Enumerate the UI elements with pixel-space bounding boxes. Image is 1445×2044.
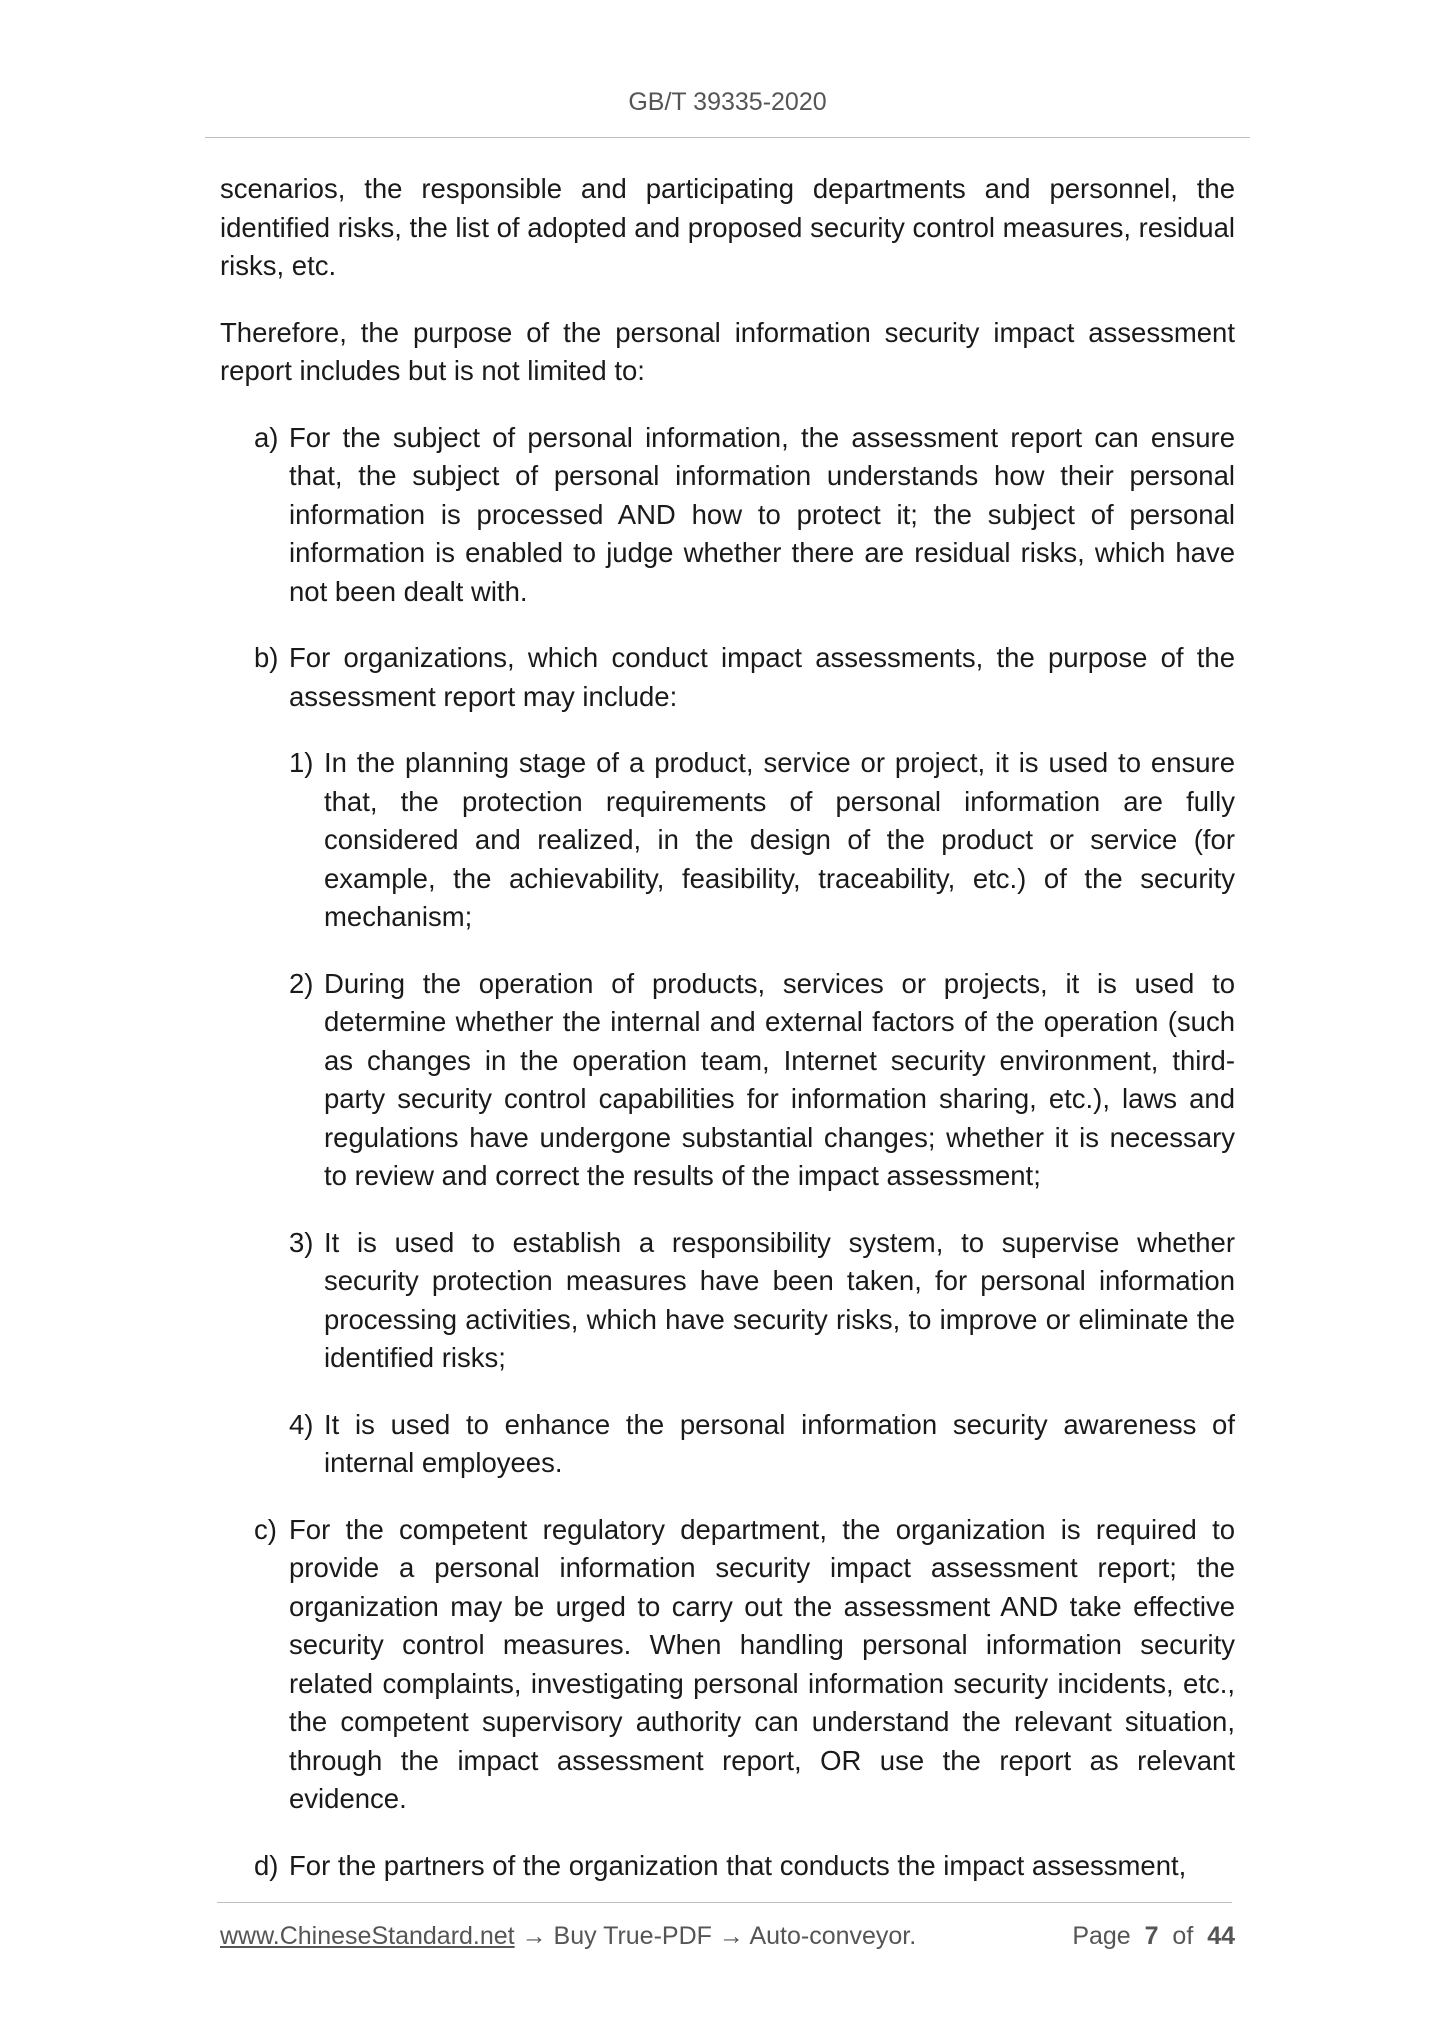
list-item-b — [220, 639, 1235, 716]
list-marker: 2) — [289, 967, 314, 999]
arrow-right-icon: → — [521, 1922, 547, 1950]
sub-item-4 — [220, 1406, 1235, 1483]
sub-item-1 — [220, 744, 1235, 937]
list-item-d — [220, 1847, 1235, 1886]
list-marker: b) — [254, 642, 279, 673]
footer-links — [220, 1922, 916, 1951]
list-item-text: For the competent regulatory department, the organization is required to provide a personal information security impact assessment report; the organization may be urged to carry out the assessment AND take effective security control measures. When handling personal information security related complaints, investigating personal information security incidents, etc., the competent supervisory authority can understand the relevant situation, through the impact assessment report, OR use the report as relevant evidence. — [289, 1513, 1235, 1814]
paragraph-intro: Therefore, the purpose of the personal information security impact assessment report includes but is not limited to: — [220, 316, 1235, 386]
document-code: GB/T 39335-2020 — [628, 88, 827, 116]
list-marker: a) — [254, 421, 279, 453]
header-divider — [205, 137, 1250, 138]
list-item-text: For the partners of the organization that conducts the impact assessment, — [289, 1849, 1187, 1881]
of-label: of — [1172, 1922, 1194, 1950]
page-footer — [220, 1922, 1235, 1956]
sub-item-3 — [220, 1224, 1235, 1378]
list-marker: 1) — [289, 747, 314, 778]
document-body — [220, 170, 1235, 1885]
list-marker: 4) — [289, 1408, 314, 1440]
list-marker: 3) — [289, 1226, 314, 1258]
list-item-text: In the planning stage of a product, service or project, it is used to ensure that, the protection requirements of personal information are fully considered and realized, in the design of the product or service (for example, the achievability, feasibility, traceability, etc.) of the security mechanism; — [324, 747, 1235, 932]
auto-conveyor-text: Auto-conveyor. — [749, 1922, 917, 1950]
website-link[interactable]: www.ChineseStandard.net — [220, 1922, 515, 1950]
total-pages: 44 — [1207, 1922, 1235, 1950]
list-item-c — [220, 1511, 1235, 1819]
page-counter — [1072, 1922, 1235, 1951]
page-label: Page — [1072, 1922, 1131, 1950]
list-marker: c) — [254, 1513, 277, 1545]
list-item-text: For the subject of personal information, the assessment report can ensure that, the subject of personal information understands how their personal information is processed AND how to protect it; the subject of personal information is enabled to judge whether there are residual risks, which have not been dealt with. — [289, 421, 1235, 607]
page-header — [205, 88, 1250, 117]
sub-item-2 — [220, 965, 1235, 1196]
list-item-text: It is used to establish a responsibility system, to supervise whether security protection measures have been taken, for personal information processing activities, which have security risks, to improve or eliminate the identified risks; — [324, 1226, 1235, 1373]
list-item-text: During the operation of products, services or projects, it is used to determine whether the internal and external factors of the operation (such as changes in the operation team, Internet security environment, third-party security control capabilities for information sharing, etc.), laws and regulations have undergone substantial changes; whether it is necessary to review and correct the results of the impact assessment; — [324, 967, 1235, 1191]
list-item-a — [220, 419, 1235, 612]
list-item-text: It is used to enhance the personal information security awareness of internal employees. — [324, 1408, 1235, 1478]
arrow-right-icon: → — [718, 1922, 744, 1950]
current-page: 7 — [1144, 1922, 1159, 1950]
buy-pdf-text: Buy True-PDF — [553, 1922, 712, 1950]
list-marker: d) — [254, 1849, 279, 1881]
list-item-text: For organizations, which conduct impact assessments, the purpose of the assessment report may include: — [289, 642, 1235, 712]
paragraph-continuation: scenarios, the responsible and participating departments and personnel, the identified risks, the list of adopted and proposed security control measures, residual risks, etc. — [220, 173, 1235, 281]
footer-divider — [217, 1902, 1232, 1903]
